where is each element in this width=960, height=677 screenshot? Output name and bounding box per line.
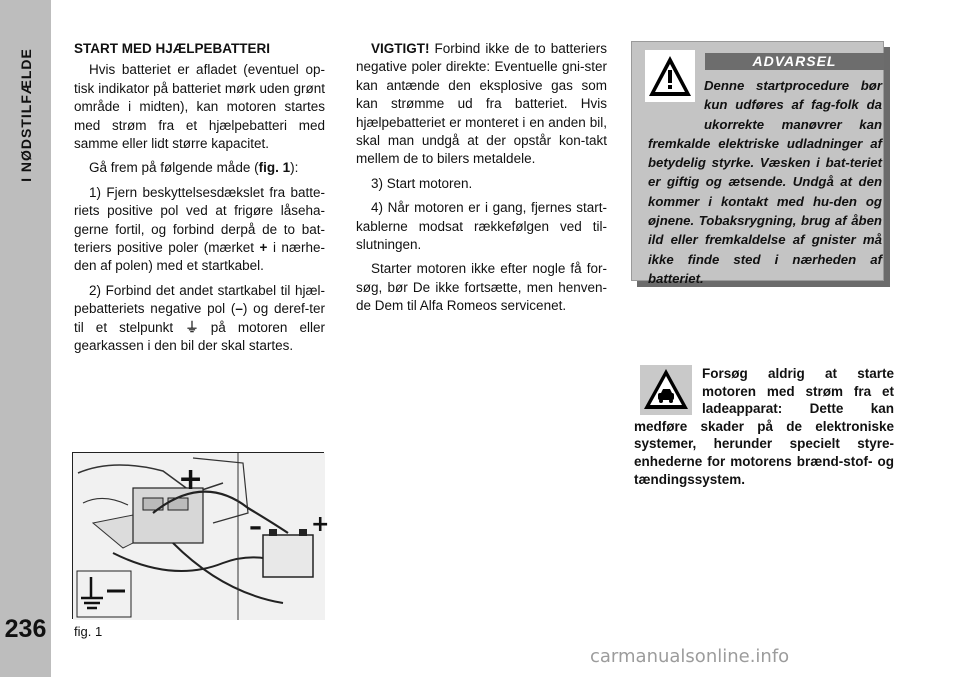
engine-bay-illustration — [73, 453, 330, 620]
step1-text-end: i nærhe-den af polen) med et startkabel. — [74, 240, 325, 274]
section-title-text: I NØDSTILFÆLDE — [18, 48, 34, 182]
p2-text-end: ): — [290, 160, 299, 176]
paragraph-step-4: 4) Når motoren er i gang, fjernes start-kablerne modsat rækkefølgen ved til-slutningen. — [356, 200, 607, 253]
note-text — [634, 365, 894, 488]
step2-text-end: på motoren eller gearkassen i den bil der skal startes. — [74, 319, 325, 354]
paragraph-step-3: 3) Start motoren. — [371, 175, 473, 191]
figure-minus-label: – — [249, 512, 262, 542]
p2-text: Gå frem på følgende måde ( — [89, 160, 259, 176]
page-number: 236 — [4, 615, 47, 643]
important-label: VIGTIGT! — [371, 41, 430, 56]
paragraph-intro: Hvis batteriet er afladet (eventuel op-tisk indikator på batteriet mørk uden grønt område i midten), kan motoren startes med strøm fra et hjælpebatteri med samme eller lidt større kapacitet. — [74, 62, 325, 152]
section-heading: START MED HJÆLPEBATTERI — [74, 41, 271, 56]
figure-1 — [72, 452, 330, 619]
figure-plus-label: + — [178, 462, 204, 497]
warning-label: ADVARSEL — [705, 53, 884, 70]
important-text: Forbind ikke de to batteriers negative poler direkte: Eventuelle gni-ster kan antænde den eksplosive gas som kan strømme ud fra batteriet. Hvis hjælpebatteriet er monteret i en anden bil, skal man undgå at der opstår kon-takt mellem de to bilers metaldele. — [356, 41, 607, 167]
paragraph-service: Starter motoren ikke efter nogle få for-søg, bør De ikke fortsætte, men henven-de Dem til Alfa Romeos servicenet. — [356, 261, 607, 314]
paragraph-important — [356, 40, 607, 169]
note-body: Forsøg aldrig at starte motoren med strøm fra et ladeapparat: Dette kan medføre skader på de elektroniske systemer, herunder specielt styre-enhederne for motorens brænd-stof- og tændingssystem. — [634, 366, 894, 487]
sidebar-strip — [0, 0, 51, 677]
paragraph-step-2 — [74, 282, 325, 356]
figure-reference-link[interactable]: fig. 1 — [258, 160, 291, 176]
paragraph-procedure-intro — [74, 159, 325, 177]
warning-body: Denne startprocedure bør kun udføres af fag-folk da ukorrekte manøvrer kan fremkalde elektriske udladninger af betydelig styrke. Væsken i bat-teriet er giftig og ætsende. Undgå at den kommer i kontakt med hu-den og øjnene. Tobaksrygning, brug af åben ild eller fremkaldelse af gnister må ikke finde sted i nærheden af batteriet. — [648, 78, 882, 286]
minus-symbol-icon: – — [235, 301, 243, 317]
warning-text — [648, 76, 882, 288]
step2-text-mid: ) og deref-ter til et stelpunkt — [74, 301, 325, 335]
section-title — [6, 40, 46, 190]
figure-plus-label-2: + — [311, 512, 330, 537]
plus-symbol-icon: + — [259, 240, 268, 256]
ground-symbol-icon: ⏚ — [185, 319, 199, 335]
step1-text: 1) Fjern beskyttelsesdækslet fra batte-riets positive pol ved at frigøre låseha-gerne fortil, og forbind derpå de to bat-teriers positive poler (mærket — [74, 184, 325, 256]
figure-caption: fig. 1 — [74, 624, 103, 639]
column-1 — [74, 40, 325, 362]
column-2 — [356, 40, 607, 322]
paragraph-step-1 — [74, 184, 325, 276]
watermark: carmanualsonline.info — [590, 646, 790, 667]
step2-text: 2) Forbind det andet startkabel til hjæl-pebatteriets negative pol ( — [74, 282, 325, 317]
